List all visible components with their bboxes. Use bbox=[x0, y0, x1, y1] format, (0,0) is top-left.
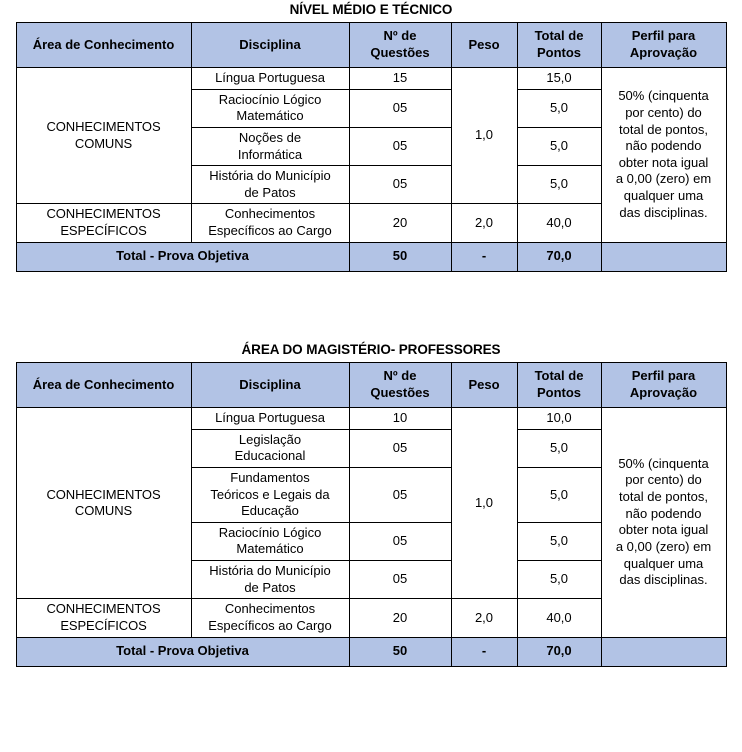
area-label-line2: ESPECÍFICOS bbox=[60, 617, 147, 633]
perfil-line: 50% (cinquenta bbox=[618, 455, 709, 471]
column-header-num-questoes bbox=[349, 363, 451, 408]
total-pontos: 70,0 bbox=[517, 242, 601, 271]
perfil-line: obter nota igual bbox=[618, 522, 709, 538]
pontos-cell: 5,0 bbox=[517, 166, 601, 204]
disciplina-line2: Informática bbox=[237, 146, 303, 162]
table-row bbox=[16, 68, 726, 90]
pontos-cell: 40,0 bbox=[517, 599, 601, 637]
column-header-total-pontos-line1: Total de bbox=[534, 28, 584, 44]
total-perfil-blank bbox=[601, 637, 726, 666]
perfil-line: qualquer uma bbox=[623, 188, 704, 204]
area-label-line1: CONHECIMENTOS bbox=[46, 486, 161, 502]
pontos-cell: 40,0 bbox=[517, 204, 601, 242]
pontos-cell: 5,0 bbox=[517, 89, 601, 127]
perfil-line: não podendo bbox=[625, 138, 702, 154]
disciplina-line1: Noções de bbox=[238, 129, 302, 145]
total-peso: - bbox=[451, 242, 517, 271]
perfil-line: das disciplinas. bbox=[619, 572, 708, 588]
questoes-cell: 05 bbox=[349, 166, 451, 204]
column-header-total-pontos bbox=[517, 23, 601, 68]
table-block-nivel-medio-tecnico bbox=[0, 0, 742, 272]
disciplina-line1: Língua Portuguesa bbox=[215, 70, 325, 85]
total-questoes: 50 bbox=[349, 637, 451, 666]
peso-cell-especificos: 2,0 bbox=[451, 204, 517, 242]
perfil-line: 50% (cinquenta bbox=[618, 88, 709, 104]
pontos-cell: 5,0 bbox=[517, 429, 601, 467]
disciplina-line1: Fundamentos bbox=[230, 469, 310, 485]
table-body bbox=[16, 68, 726, 272]
disciplina-line1: Legislação bbox=[238, 431, 302, 447]
column-header-total-pontos-line2: Pontos bbox=[536, 385, 582, 400]
disciplina-line1: Raciocínio Lógico bbox=[218, 524, 322, 540]
table-total-row bbox=[16, 242, 726, 271]
disciplina-line2: Específicos ao Cargo bbox=[208, 617, 332, 633]
questoes-cell: 05 bbox=[349, 561, 451, 599]
disciplina-line2: de Patos bbox=[244, 184, 296, 200]
table-title-nivel-medio-tecnico: NÍVEL MÉDIO E TÉCNICO bbox=[289, 2, 453, 17]
column-header-peso: Peso bbox=[451, 23, 517, 68]
column-header-perfil-aprovacao bbox=[601, 363, 726, 408]
disciplina-cell bbox=[191, 68, 349, 90]
column-header-perfil-line1: Perfil para bbox=[631, 368, 696, 384]
questoes-cell: 10 bbox=[349, 408, 451, 430]
perfil-line: não podendo bbox=[625, 505, 702, 521]
questoes-cell: 05 bbox=[349, 89, 451, 127]
total-label: Total - Prova Objetiva bbox=[16, 637, 349, 666]
perfil-line: a 0,00 (zero) em bbox=[615, 538, 712, 554]
perfil-aprovacao-cell bbox=[601, 408, 726, 638]
table-block-area-magisterio bbox=[0, 340, 742, 667]
exam-table-nivel-medio-tecnico bbox=[16, 22, 727, 272]
column-header-perfil-aprovacao bbox=[601, 23, 726, 68]
table-header-row-group bbox=[16, 363, 726, 408]
disciplina-cell bbox=[191, 429, 349, 467]
perfil-line: qualquer uma bbox=[623, 555, 704, 571]
disciplina-line2: Teóricos e Legais da bbox=[210, 486, 330, 502]
disciplina-line2: Matemático bbox=[236, 108, 304, 124]
column-header-num-questoes-line1: Nº de bbox=[383, 368, 417, 384]
table-body bbox=[16, 408, 726, 667]
peso-cell-especificos: 2,0 bbox=[451, 599, 517, 637]
pontos-cell: 15,0 bbox=[517, 68, 601, 90]
questoes-cell: 05 bbox=[349, 522, 451, 560]
disciplina-line1: Conhecimentos bbox=[224, 601, 316, 617]
disciplina-line2: Específicos ao Cargo bbox=[208, 223, 332, 238]
column-header-total-pontos-line2: Pontos bbox=[536, 45, 582, 60]
column-header-area: Área de Conhecimento bbox=[16, 23, 191, 68]
column-header-area: Área de Conhecimento bbox=[16, 363, 191, 408]
column-header-peso: Peso bbox=[451, 363, 517, 408]
questoes-cell: 05 bbox=[349, 127, 451, 165]
disciplina-line2: de Patos bbox=[244, 579, 296, 595]
area-label-line1: CONHECIMENTOS bbox=[46, 206, 161, 222]
perfil-line: a 0,00 (zero) em bbox=[615, 171, 712, 187]
table-title-area-magisterio: ÁREA DO MAGISTÉRIO- PROFESSORES bbox=[241, 342, 501, 357]
peso-cell-comuns: 1,0 bbox=[451, 408, 517, 599]
perfil-line: obter nota igual bbox=[618, 154, 709, 170]
questoes-cell: 05 bbox=[349, 429, 451, 467]
column-header-perfil-line2: Aprovação bbox=[629, 385, 698, 400]
disciplina-line3: Educação bbox=[241, 503, 299, 519]
area-cell-conhecimentos-comuns bbox=[16, 408, 191, 599]
pontos-cell: 5,0 bbox=[517, 467, 601, 522]
pontos-cell: 5,0 bbox=[517, 127, 601, 165]
perfil-line: por cento) do bbox=[625, 472, 702, 488]
table-row bbox=[16, 408, 726, 430]
area-label-line2: COMUNS bbox=[74, 135, 133, 151]
table-header-row bbox=[16, 23, 726, 68]
column-header-num-questoes bbox=[349, 23, 451, 68]
disciplina-line1: Raciocínio Lógico bbox=[218, 91, 322, 107]
column-header-num-questoes-line2: Questões bbox=[370, 45, 430, 60]
disciplina-cell bbox=[191, 599, 349, 637]
column-header-perfil-line2: Aprovação bbox=[629, 45, 698, 60]
total-questoes: 50 bbox=[349, 242, 451, 271]
area-cell-conhecimentos-especificos bbox=[16, 204, 191, 242]
area-label-line2: ESPECÍFICOS bbox=[60, 223, 147, 238]
disciplina-cell bbox=[191, 522, 349, 560]
disciplina-cell bbox=[191, 166, 349, 204]
perfil-line: por cento) do bbox=[625, 104, 702, 120]
perfil-aprovacao-cell bbox=[601, 68, 726, 243]
column-header-disciplina: Disciplina bbox=[191, 23, 349, 68]
column-header-num-questoes-line2: Questões bbox=[370, 385, 430, 400]
column-header-total-pontos-line1: Total de bbox=[534, 368, 584, 384]
table-header-row bbox=[16, 363, 726, 408]
disciplina-cell bbox=[191, 408, 349, 430]
questoes-cell: 20 bbox=[349, 204, 451, 242]
disciplina-cell bbox=[191, 467, 349, 522]
area-label-line2: COMUNS bbox=[74, 503, 133, 519]
perfil-line: total de pontos, bbox=[619, 121, 708, 137]
area-cell-conhecimentos-especificos bbox=[16, 599, 191, 637]
pontos-cell: 5,0 bbox=[517, 561, 601, 599]
table-header-row-group bbox=[16, 23, 726, 68]
perfil-line: total de pontos, bbox=[619, 489, 708, 504]
exam-table-area-magisterio bbox=[16, 362, 727, 667]
disciplina-cell bbox=[191, 204, 349, 242]
area-label-line1: CONHECIMENTOS bbox=[46, 601, 161, 617]
disciplina-line1: Língua Portuguesa bbox=[215, 410, 325, 425]
questoes-cell: 05 bbox=[349, 467, 451, 522]
perfil-line: das disciplinas. bbox=[619, 204, 708, 220]
disciplina-line2: Educacional bbox=[234, 448, 306, 464]
total-peso: - bbox=[451, 637, 517, 666]
column-header-disciplina: Disciplina bbox=[191, 363, 349, 408]
pontos-cell: 10,0 bbox=[517, 408, 601, 430]
disciplina-line2: Matemático bbox=[236, 541, 304, 557]
disciplina-cell bbox=[191, 89, 349, 127]
peso-cell-comuns: 1,0 bbox=[451, 68, 517, 204]
disciplina-cell bbox=[191, 127, 349, 165]
questoes-cell: 15 bbox=[349, 68, 451, 90]
area-cell-conhecimentos-comuns bbox=[16, 68, 191, 204]
pontos-cell: 5,0 bbox=[517, 522, 601, 560]
disciplina-line1: História do Município bbox=[209, 168, 331, 184]
area-label-line1: CONHECIMENTOS bbox=[46, 119, 161, 135]
disciplina-line1: Conhecimentos bbox=[224, 206, 316, 222]
disciplina-cell bbox=[191, 561, 349, 599]
disciplina-line1: História do Município bbox=[209, 563, 331, 578]
questoes-cell: 20 bbox=[349, 599, 451, 637]
total-pontos: 70,0 bbox=[517, 637, 601, 666]
total-label: Total - Prova Objetiva bbox=[16, 242, 349, 271]
column-header-num-questoes-line1: Nº de bbox=[383, 28, 417, 44]
column-header-perfil-line1: Perfil para bbox=[631, 28, 696, 44]
column-header-total-pontos bbox=[517, 363, 601, 408]
total-perfil-blank bbox=[601, 242, 726, 271]
table-total-row bbox=[16, 637, 726, 666]
